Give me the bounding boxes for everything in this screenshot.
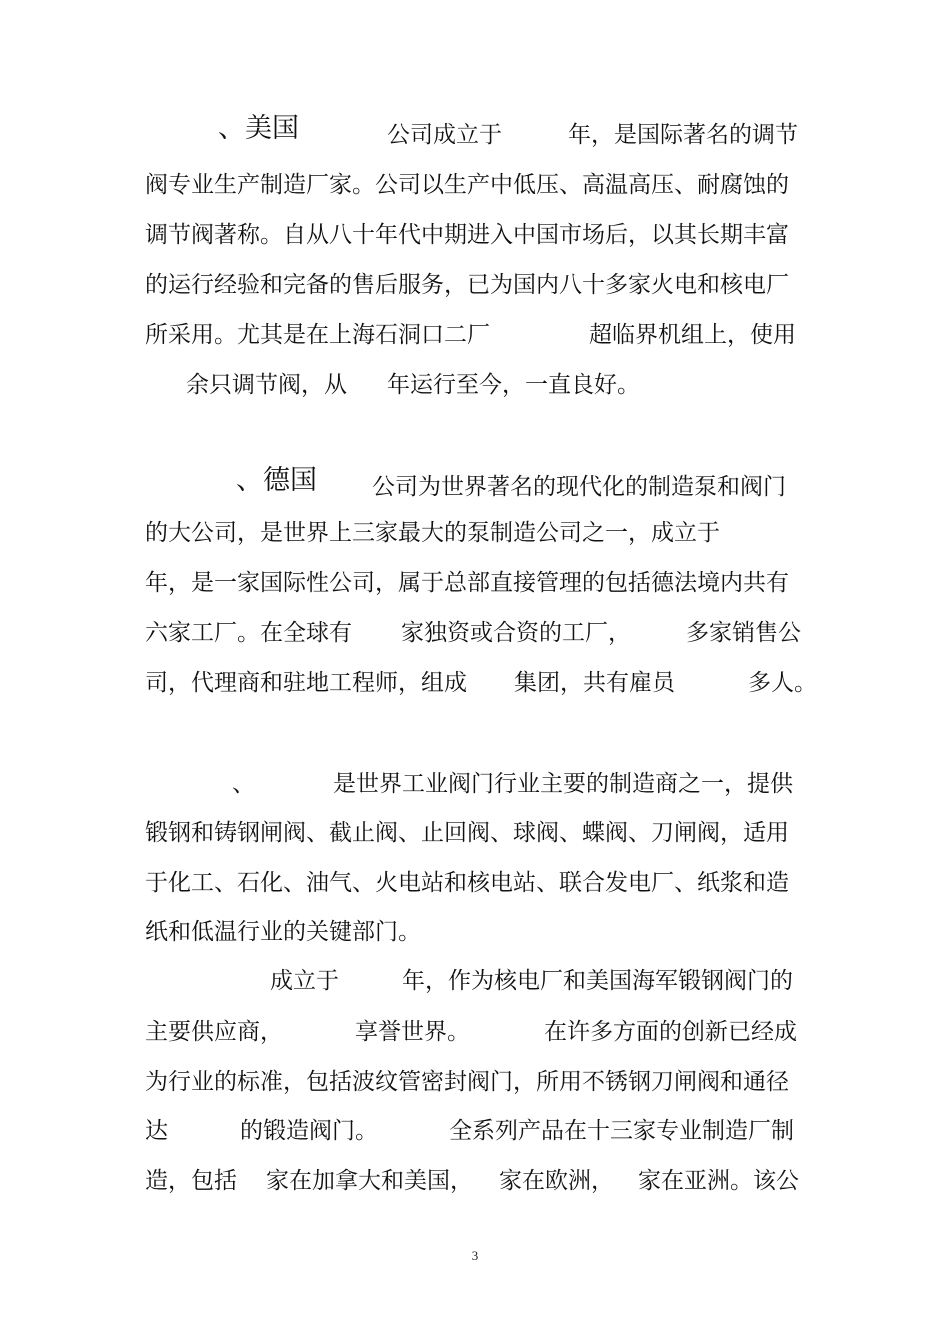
- text-segment: 年运行至今，一直良好。: [387, 372, 640, 398]
- text-segment: 集团，共有雇员: [514, 670, 675, 696]
- text-segment: 年，是国际著名的调节: [568, 122, 798, 148]
- text-segment: 纸和低温行业的关键部门。: [145, 919, 421, 945]
- text-segment: 家独资或合资的工厂，: [401, 620, 631, 646]
- text-segment: 多人。: [748, 670, 817, 696]
- text-segment: 年，作为核电厂和美国海军锻钢阀门的: [402, 968, 793, 994]
- page-number: 3: [471, 1248, 479, 1263]
- text-segment: 调节阀著称。自从八十年代中期进入中国市场后，以其长期丰富: [145, 222, 789, 248]
- text-segment: 达: [145, 1118, 168, 1144]
- text-segment: 家在欧洲，: [499, 1168, 614, 1194]
- text-segment: 成立于: [270, 968, 339, 994]
- text-segment: 在许多方面的创新已经成: [544, 1019, 797, 1045]
- text-segment: 主要供应商，: [145, 1019, 283, 1045]
- text-segment: 造，包括: [145, 1168, 237, 1194]
- text-segment: 的运行经验和完备的售后服务，已为国内八十多家火电和核电厂: [145, 272, 789, 298]
- text-segment: 公司为世界著名的现代化的制造泵和阀门: [372, 474, 786, 500]
- text-segment: 家在亚洲。该公: [638, 1168, 799, 1194]
- text-segment: 锻钢和铸钢闸阀、截止阀、止回阀、球阀、蝶阀、刀闸阀，适用: [145, 820, 789, 846]
- text-segment: 家在加拿大和美国，: [266, 1168, 473, 1194]
- text-segment: 余只调节阀，从: [186, 372, 347, 398]
- text-segment: 为行业的标准，包括波纹管密封阀门，所用不锈钢刀闸阀和通径: [145, 1069, 789, 1095]
- text-segment: 是世界工业阀门行业主要的制造商之一，提供: [333, 771, 793, 797]
- text-segment: 六家工厂。在全球有: [145, 620, 352, 646]
- text-segment: 的大公司，是世界上三家最大的泵制造公司之一，成立于: [145, 520, 720, 546]
- section-heading-germany: 、德国: [236, 465, 317, 496]
- text-segment: 多家销售公: [686, 620, 801, 646]
- text-segment: 公司成立于: [387, 122, 502, 148]
- text-segment: 超临界机组上，使用: [589, 322, 796, 348]
- section-heading-usa: 、美国: [218, 113, 299, 144]
- text-segment: 年，是一家国际性公司，属于总部直接管理的包括德法境内共有: [145, 570, 789, 596]
- text-segment: 的锻造阀门。: [240, 1118, 378, 1144]
- text-segment: 全系列产品在十三家专业制造厂制: [449, 1118, 794, 1144]
- section-heading-third: 、: [232, 771, 255, 797]
- text-segment: 阀专业生产制造厂家。公司以生产中低压、高温高压、耐腐蚀的: [145, 172, 789, 198]
- text-segment: 所采用。尤其是在上海石洞口二厂: [145, 322, 490, 348]
- text-segment: 于化工、石化、油气、火电站和核电站、联合发电厂、纸浆和造: [145, 870, 789, 896]
- text-segment: 司，代理商和驻地工程师，组成: [145, 670, 467, 696]
- text-segment: 享誉世界。: [355, 1019, 470, 1045]
